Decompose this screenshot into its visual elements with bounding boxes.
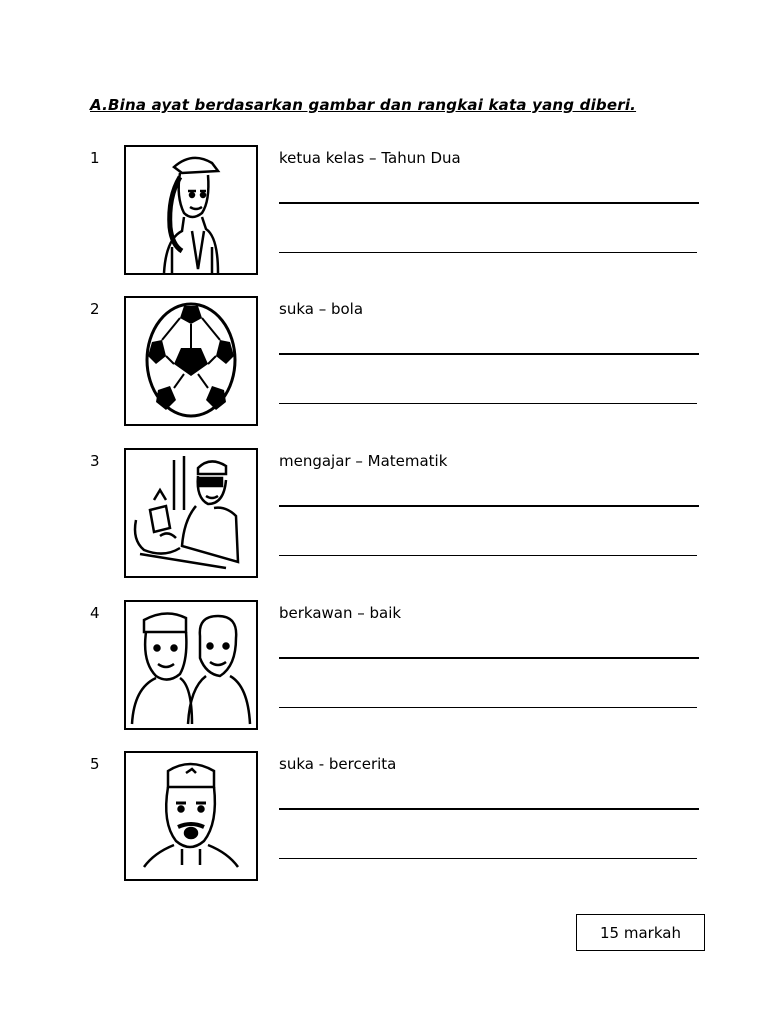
answer-line[interactable] — [279, 808, 699, 810]
man-with-cap-picture — [124, 751, 258, 881]
phrase: suka – bola — [279, 300, 364, 318]
question-5 — [0, 755, 768, 895]
answer-line[interactable] — [279, 707, 697, 708]
man-with-cap-illustration — [126, 753, 256, 879]
phrase: ketua kelas – Tahun Dua — [279, 149, 461, 167]
teacher-illustration — [126, 450, 256, 576]
answer-line[interactable] — [279, 353, 699, 355]
answer-line[interactable] — [279, 202, 699, 204]
phrase: mengajar – Matematik — [279, 452, 448, 470]
question-number: 1 — [90, 149, 100, 167]
soccer-ball-picture — [124, 296, 258, 426]
question-1 — [0, 149, 768, 289]
question-number: 5 — [90, 755, 100, 773]
question-number: 2 — [90, 300, 100, 318]
answer-line[interactable] — [279, 555, 697, 556]
question-4 — [0, 604, 768, 744]
question-number: 3 — [90, 452, 100, 470]
soccer-ball-illustration — [126, 298, 256, 424]
answer-line[interactable] — [279, 858, 697, 859]
teacher-picture — [124, 448, 258, 578]
answer-line[interactable] — [279, 657, 699, 659]
answer-line[interactable] — [279, 505, 699, 507]
girl-with-cap-illustration — [126, 147, 256, 273]
marks-box: 15 markah — [576, 914, 705, 951]
question-number: 4 — [90, 604, 100, 622]
phrase: berkawan – baik — [279, 604, 402, 622]
phrase: suka - bercerita — [279, 755, 397, 773]
two-friends-picture — [124, 600, 258, 730]
exercise-heading: A.Bina ayat berdasarkan gambar dan rangkai kata yang diberi. — [90, 96, 637, 114]
two-friends-illustration — [126, 602, 256, 728]
answer-line[interactable] — [279, 252, 697, 253]
answer-line[interactable] — [279, 403, 697, 404]
question-3 — [0, 452, 768, 592]
girl-with-cap-picture — [124, 145, 258, 275]
question-2 — [0, 300, 768, 440]
